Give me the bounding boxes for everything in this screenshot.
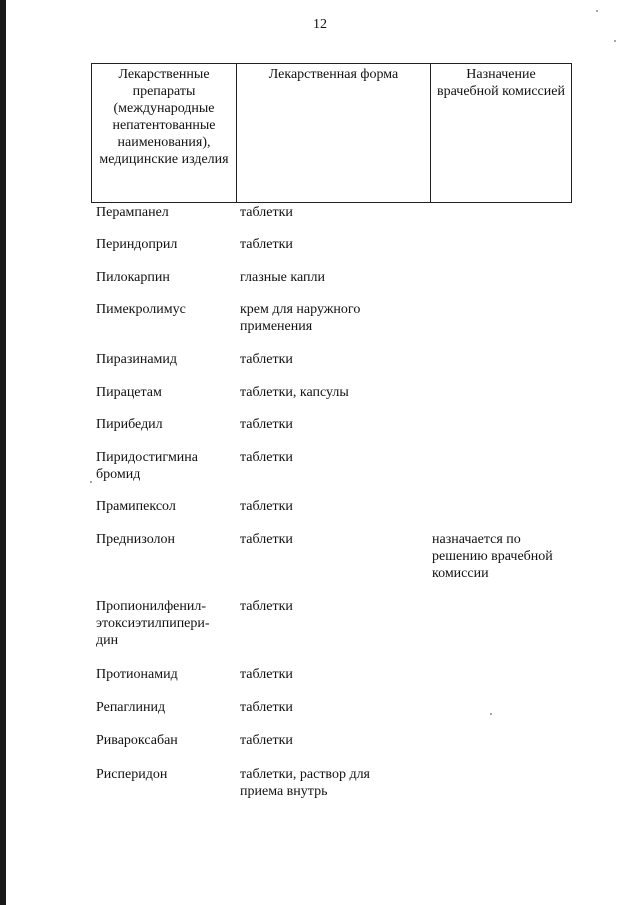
drug-form: таблетки [240,667,293,682]
drug-form: таблетки [240,599,293,614]
drug-name: Перампанел [96,205,169,220]
drug-name: Пирибедил [96,417,163,432]
drug-name: Пирацетам [96,385,162,400]
drug-name: Пилокарпин [96,270,170,285]
drug-name: Рисперидон [96,767,168,782]
scan-speck [614,40,616,42]
drug-form: таблетки [240,499,293,514]
drug-form: таблетки, капсулы [240,385,349,400]
drug-form: глазные капли [240,270,325,285]
drug-form: таблетки, раствор для приема внутрь [240,767,370,799]
drug-name: Прамипексол [96,499,176,514]
drug-name: Ривароксабан [96,733,178,748]
drug-name: Пропионилфенил- этоксиэтилпипери- дин [96,599,210,648]
page-number: 12 [313,17,327,32]
header-cell-drugs: Лекарственные препараты (международные непатентованные наименования), медицинские изделия [92,64,237,203]
drug-name: Преднизолон [96,532,175,547]
drug-form: крем для наружного применения [240,302,361,334]
scan-speck [490,713,492,715]
drug-commission-note: назначается по решению врачебной комиссии [432,532,553,581]
drug-form: таблетки [240,733,293,748]
drug-name: Пимекролимус [96,302,186,317]
header-cell-form: Лекарственная форма [237,64,431,203]
drug-name: Пиридостигмина бромид [96,450,199,482]
drug-name: Периндоприл [96,237,178,252]
scan-speck [596,10,598,12]
header-cell-commission: Назначение врачебной комиссией [431,64,572,203]
scan-speck [90,481,92,483]
drug-name: Пиразинамид [96,352,178,367]
drug-name: Репаглинид [96,700,166,715]
drug-name: Протионамид [96,667,178,682]
drug-form: таблетки [240,700,293,715]
drug-form: таблетки [240,205,293,220]
drug-form: таблетки [240,532,293,547]
drug-form: таблетки [240,417,293,432]
drug-form: таблетки [240,450,293,465]
drug-form: таблетки [240,237,293,252]
drug-form: таблетки [240,352,293,367]
